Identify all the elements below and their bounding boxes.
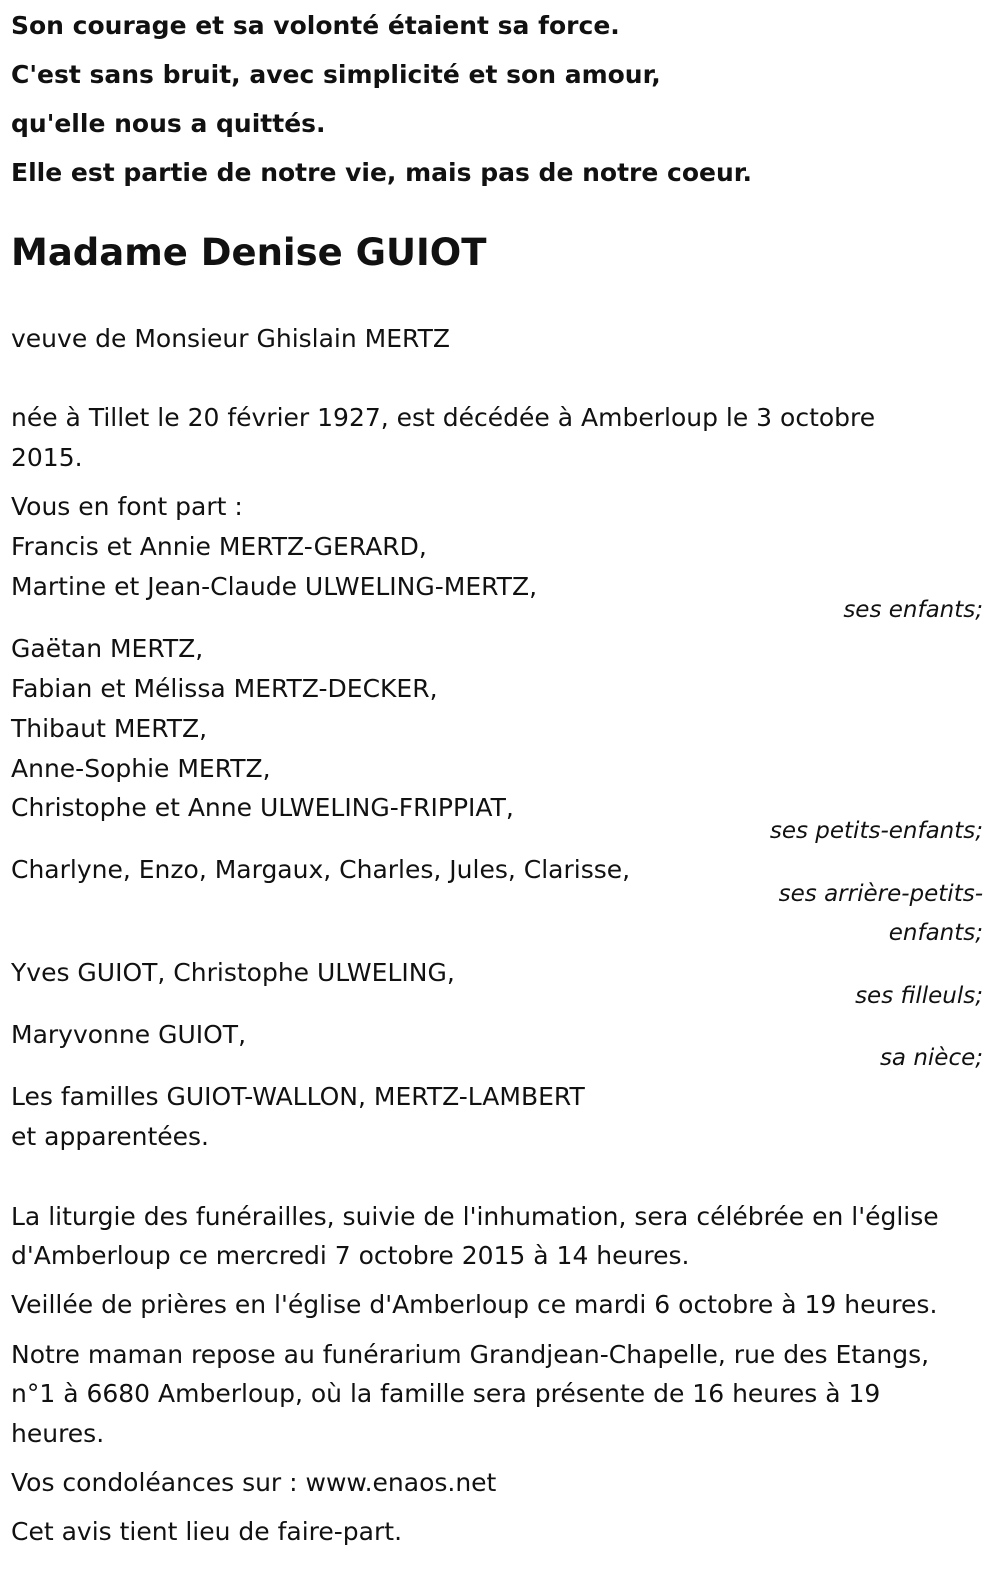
- rest-line-3: heures.: [11, 1419, 105, 1448]
- birth-death-line-1: née à Tillet le 20 février 1927, est décédée à Amberloup le 3 octobre: [11, 403, 876, 432]
- liturgy-line-1: La liturgie des funérailles, suivie de l'inhumation, sera célébrée en l'église: [11, 1202, 939, 1231]
- family-member: Gaëtan MERTZ,: [11, 634, 204, 663]
- family-member: Fabian et Mélissa MERTZ-DECKER,: [11, 674, 438, 703]
- liturgy-line-2: d'Amberloup ce mercredi 7 octobre 2015 à 14 heures.: [11, 1241, 690, 1270]
- godchildren: Yves GUIOT, Christophe ULWELING,: [11, 958, 455, 987]
- poem-line-2: C'est sans bruit, avec simplicité et son amour,: [11, 60, 661, 89]
- family-member: Christophe et Anne ULWELING-FRIPPIAT,: [11, 793, 514, 822]
- great-grandchildren: Charlyne, Enzo, Margaux, Charles, Jules, Clarisse,: [11, 855, 631, 884]
- poem-line-1: Son courage et sa volonté étaient sa force.: [11, 11, 620, 40]
- family-member: Anne-Sophie MERTZ,: [11, 754, 271, 783]
- other-families-line-1: Les familles GUIOT-WALLON, MERTZ-LAMBERT: [11, 1082, 585, 1111]
- family-member: Thibaut MERTZ,: [11, 714, 208, 743]
- great-grandchildren-role-2: enfants;: [888, 920, 983, 946]
- announce: Vous en font part :: [11, 492, 243, 521]
- great-grandchildren-role-1: ses arrière-petits-: [778, 881, 983, 907]
- condolences: Vos condoléances sur : www.enaos.net: [11, 1468, 497, 1497]
- niece-role: sa nièce;: [879, 1045, 983, 1071]
- family-member: Francis et Annie MERTZ-GERARD,: [11, 532, 427, 561]
- poem-line-4: Elle est partie de notre vie, mais pas de notre coeur.: [11, 158, 753, 187]
- children-role: ses enfants;: [843, 597, 983, 623]
- grandchildren-role: ses petits-enfants;: [769, 818, 983, 844]
- widow-of: veuve de Monsieur Ghislain MERTZ: [11, 324, 450, 353]
- family-member: Martine et Jean-Claude ULWELING-MERTZ,: [11, 572, 538, 601]
- vigil: Veillée de prières en l'église d'Amberloup ce mardi 6 octobre à 19 heures.: [11, 1290, 938, 1319]
- poem-line-3: qu'elle nous a quittés.: [11, 109, 326, 138]
- rest-line-2: n°1 à 6680 Amberloup, où la famille sera présente de 16 heures à 19: [11, 1379, 881, 1408]
- other-families-line-2: et apparentées.: [11, 1122, 209, 1151]
- niece: Maryvonne GUIOT,: [11, 1020, 247, 1049]
- rest-line-1: Notre maman repose au funérarium Grandjean-Chapelle, rue des Etangs,: [11, 1340, 930, 1369]
- godchildren-role: ses filleuls;: [855, 983, 983, 1009]
- notice-footer: Cet avis tient lieu de faire-part.: [11, 1517, 403, 1546]
- deceased-name: Madame Denise GUIOT: [11, 231, 487, 274]
- birth-death-line-2: 2015.: [11, 443, 83, 472]
